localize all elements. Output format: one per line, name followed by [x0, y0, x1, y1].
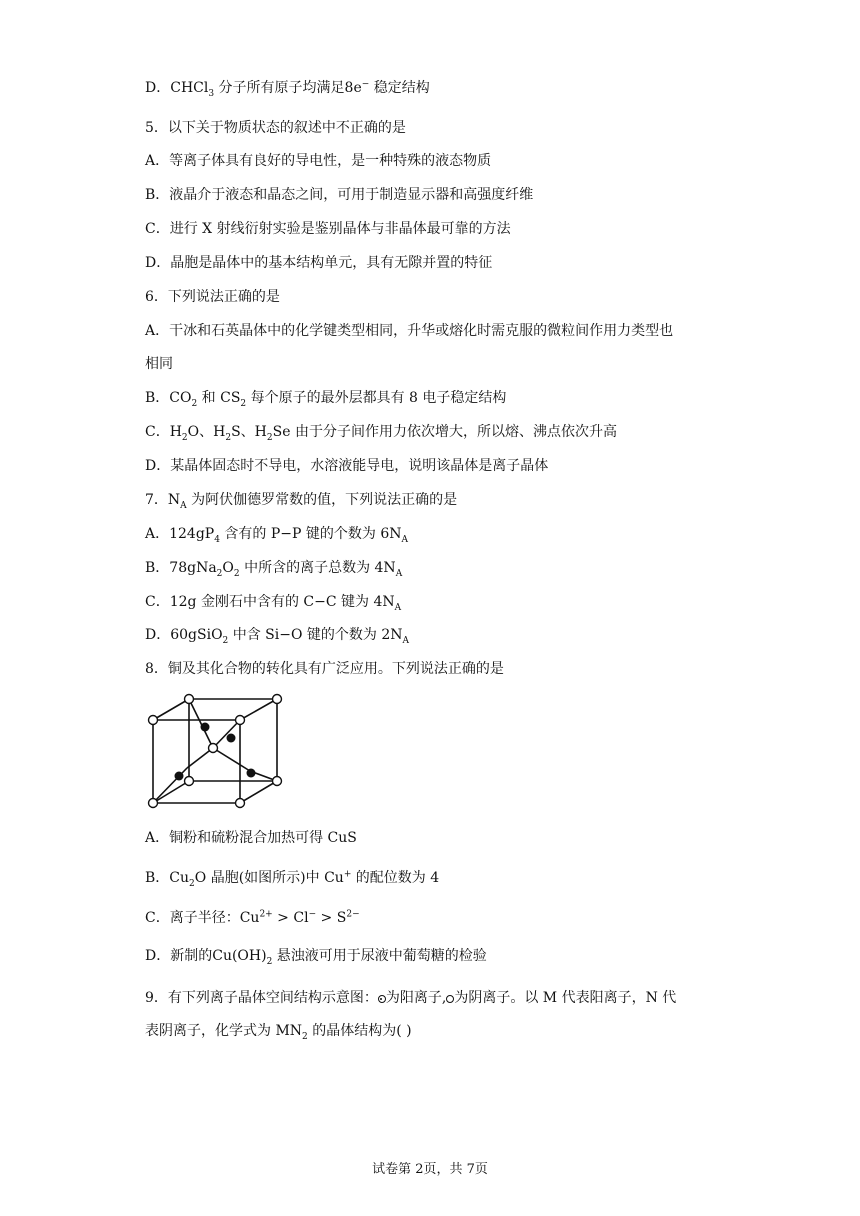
- subscript: 3: [208, 88, 215, 99]
- superscript: −: [361, 79, 370, 90]
- q5-option-c: C．进行 X 射线衍射实验是鉴别晶体与非晶体最可靠的方法: [145, 221, 511, 237]
- cation-atom: [247, 769, 256, 778]
- text: > S: [316, 910, 347, 926]
- q8-option-c: [145, 908, 360, 928]
- q6-option-a-line1: A．干冰和石英晶体中的化学键类型相同，升华或熔化时需克服的微粒间作用力类型也: [145, 323, 674, 339]
- subscript: 2: [181, 432, 188, 443]
- text: Cu: [239, 910, 260, 926]
- text: 为阿伏伽德罗常数的值，下列说法正确的是: [186, 492, 458, 508]
- option-label: D．: [145, 80, 171, 96]
- q5-option-d: D．晶胞是晶体中的基本结构单元，具有无隙并置的特征: [145, 255, 493, 271]
- subscript: 2: [189, 878, 195, 889]
- subscript: A: [395, 568, 403, 579]
- electron-count: 8e: [344, 80, 362, 96]
- q8-stem: 8．铜及其化合物的转化具有广泛应用。下列说法正确的是: [145, 661, 504, 677]
- text: Cu: [324, 870, 344, 886]
- superscript: +: [343, 869, 352, 880]
- q9-stem-line2: [145, 1021, 412, 1041]
- text: 中含 Si−O 键的个数为 2N: [228, 627, 403, 643]
- text: 晶胞(如图所示)中: [206, 870, 325, 886]
- subscript: 2: [302, 1031, 308, 1042]
- text: 含有的 P−P 键的个数为 6N: [219, 526, 402, 542]
- text: 和 CS: [197, 390, 241, 406]
- bond-line: [213, 720, 240, 748]
- chcl3-formula: CHCl: [170, 80, 209, 96]
- text: 为阳离子,: [385, 990, 447, 1006]
- subscript: 2: [266, 432, 273, 443]
- subscript: 2: [240, 398, 247, 409]
- text: A．124gP: [145, 526, 215, 542]
- option-text: 分子所有原子均满足: [218, 80, 345, 96]
- text: 7．N: [145, 492, 181, 508]
- cation-atom: [227, 734, 236, 743]
- option-label: C．离子半径：: [145, 910, 240, 926]
- cu2o-unit-cell-figure: [140, 690, 300, 815]
- q4-option-d: [145, 78, 430, 98]
- anion-atom: [185, 777, 194, 786]
- text: O: [222, 560, 234, 576]
- page-footer: 试卷第 2页，共 7页: [372, 1162, 488, 1177]
- q6-option-d: D．某晶体固态时不导电，水溶液能导电，说明该晶体是离子晶体: [145, 458, 549, 474]
- q7-option-d: [145, 625, 409, 645]
- anion-atom: [149, 799, 158, 808]
- text: 的晶体结构为( ): [307, 1023, 412, 1039]
- q6-option-c: [145, 422, 617, 442]
- q5-stem: 5．以下关于物质状态的叙述中不正确的是: [145, 120, 406, 136]
- text: > Cl: [272, 910, 309, 926]
- q5-option-a: A．等离子体具有良好的导电性，是一种特殊的液态物质: [145, 153, 492, 169]
- anion-atom: [149, 716, 158, 725]
- anion-atom: [273, 695, 282, 704]
- cube-edge: [153, 699, 189, 720]
- q7-option-a: [145, 524, 408, 544]
- text: B．78gNa: [145, 560, 217, 576]
- subscript: 4: [214, 534, 220, 545]
- q7-stem: [145, 490, 457, 510]
- superscript: 2−: [346, 909, 360, 920]
- text: C．12g 金刚石中含有的 C−C 键为 4N: [145, 594, 395, 610]
- text: 中所含的离子总数为 4N: [239, 560, 396, 576]
- cation-atom: [175, 772, 184, 781]
- superscript: 2+: [259, 909, 273, 920]
- subscript: A: [180, 500, 187, 511]
- text: C．H: [145, 424, 182, 440]
- anion-atom: [209, 744, 218, 753]
- subscript: A: [401, 534, 408, 545]
- text: S、H: [231, 424, 267, 440]
- text: Cu: [169, 870, 190, 886]
- text: O: [194, 870, 207, 886]
- q8-option-d: [145, 946, 487, 966]
- subscript: 2: [191, 398, 198, 409]
- subscript: 2: [222, 635, 229, 646]
- bond-line: [189, 699, 213, 748]
- cube-edge: [240, 781, 277, 803]
- subscript: A: [402, 635, 410, 646]
- cation-atom: [201, 723, 210, 732]
- text: 悬浊液可用于尿液中葡萄糖的检验: [272, 948, 487, 964]
- subscript: 2: [225, 432, 232, 443]
- anion-atom: [185, 695, 194, 704]
- text: B．CO: [145, 390, 192, 406]
- text: Cu(OH): [212, 948, 267, 964]
- superscript: −: [308, 909, 317, 920]
- q6-stem: 6．下列说法正确的是: [145, 289, 280, 305]
- q6-option-a-line2: 相同: [145, 356, 173, 372]
- anion-atom: [273, 777, 282, 786]
- text: 表阴离子，化学式为 MN: [145, 1023, 303, 1039]
- text: O、H: [187, 424, 226, 440]
- bond-line: [213, 748, 250, 771]
- q5-option-b: B．液晶介于液态和晶态之间，可用于制造显示器和高强度纤维: [145, 187, 534, 203]
- q7-option-c: [145, 592, 401, 612]
- text: Se 由于分子间作用力依次增大，所以熔、沸点依次升高: [272, 424, 617, 440]
- text: 9．有下列离子晶体空间结构示意图：: [145, 990, 378, 1006]
- q7-option-b: [145, 558, 402, 578]
- anion-atom: [236, 799, 245, 808]
- q9-stem-line1: [145, 988, 676, 1008]
- text: 每个原子的最外层都具有 8 电子稳定结构: [246, 390, 507, 406]
- subscript: 2: [266, 956, 273, 967]
- anion-atom: [236, 716, 245, 725]
- q6-option-b: [145, 388, 506, 408]
- q8-option-b: [145, 868, 439, 888]
- text: D．60gSiO: [145, 627, 223, 643]
- subscript: 2: [233, 568, 240, 579]
- text: 的配位数为 4: [351, 870, 440, 886]
- subscript: 2: [216, 568, 223, 579]
- option-text: 稳定结构: [373, 80, 430, 96]
- cation-symbol-icon: [378, 995, 386, 1003]
- subscript: A: [394, 602, 402, 613]
- cube-edge: [240, 699, 277, 720]
- option-label: D．新制的: [145, 948, 213, 964]
- q8-option-a: A．铜粉和硫粉混合加热可得 CuS: [145, 830, 357, 846]
- option-label: B．: [145, 870, 170, 886]
- text: 为阴离子。以 M 代表阳离子，N 代: [454, 990, 677, 1006]
